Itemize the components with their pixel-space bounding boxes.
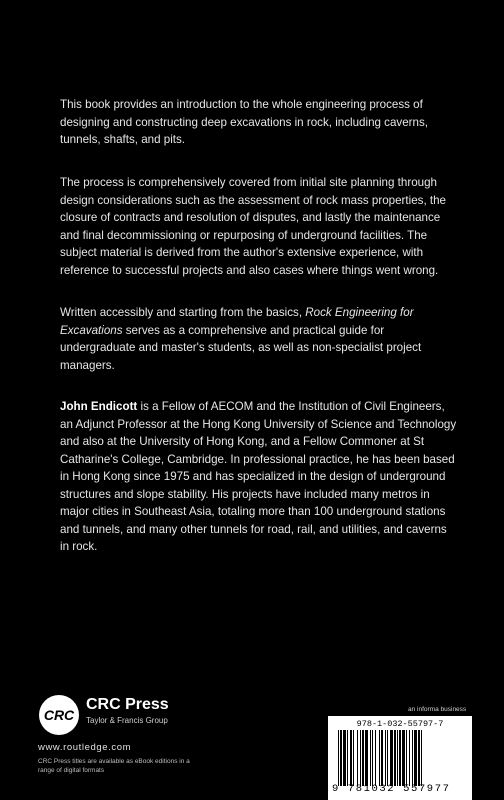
publisher-logo-block [38, 694, 198, 784]
author-name: John Endicott [60, 400, 138, 413]
barcode-digits: 9 781032 557977 [332, 783, 451, 795]
ebook-note: CRC Press titles are available as eBook editions in a range of digital formats [38, 758, 190, 774]
book-title: Rock Engineering for Excavations [60, 306, 414, 337]
audience-text-end: serves as a comprehensive and practical guide for undergraduate and master's students, as well as non-specialist project managers. [60, 323, 422, 372]
isbn-barcode [328, 716, 472, 800]
barcode-icon [338, 730, 464, 786]
audience-text-start: Written accessibly and starting from the basics, [60, 306, 306, 319]
author-bio-text: is a Fellow of AECOM and the Institution of Civil Engineers, an Adjunct Professor at the Hong Kong University of Science and Technology and also at the University of Hong Kong, and a Fellow Commoner at St Catharine's College, Cambridge. In professional practice, he has been based in Hong Kong since 1975 and has specialized in the design of underground structures and slope stability. His projects have included many metros in major cities in Southeast Asia, totaling more than 100 underground stations and tunnels, and many other tunnels for road, rail, and utilities, and caverns in rock. [60, 400, 457, 553]
author-bio [60, 398, 458, 556]
publisher-name: CRC Press [86, 696, 169, 713]
isbn-number: 978-1-032-55797-7 [356, 719, 444, 729]
blurb-paragraph-audience [60, 304, 458, 374]
publisher-group: Taylor & Francis Group [86, 716, 168, 725]
blurb-paragraph-intro: This book provides an introduction to the whole engineering process of designing and constructing deep excavations in rock, including caverns, tunnels, shafts, and pits. [60, 98, 428, 146]
svg-text:CRC: CRC [43, 707, 75, 723]
publisher-url[interactable]: www.routledge.com [38, 742, 132, 753]
blurb-paragraph-process: The process is comprehensively covered from initial site planning through design considerations such as the assessment of rock mass properties, the closure of contracts and resolution of disputes, and lastly the maintenance and final decommissioning or repurposing of underground facilities. The subject material is derived from the author's extensive experience, with reference to successful projects and also cases where things went wrong. [60, 176, 447, 277]
informa-imprint: an informa business [408, 706, 467, 713]
crc-logo-icon [38, 694, 80, 736]
